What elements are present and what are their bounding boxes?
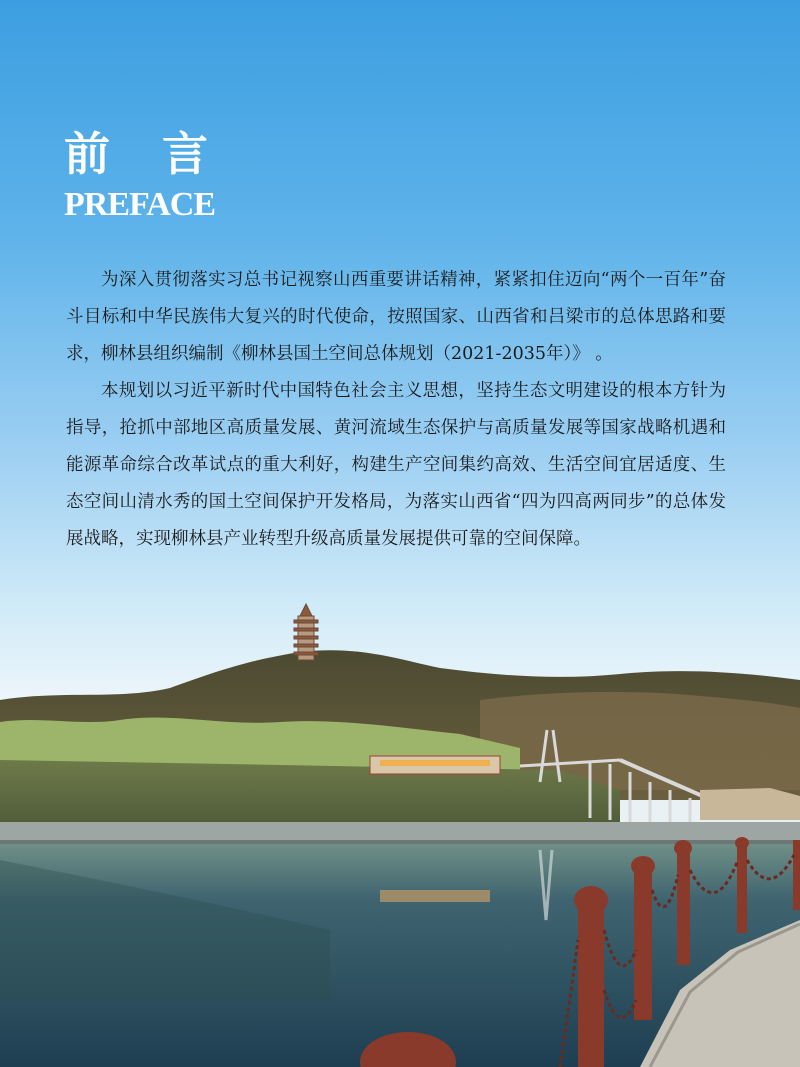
- pagoda: [294, 604, 318, 660]
- riverbank-vegetation: [0, 760, 620, 830]
- paragraph-2: 本规划以习近平新时代中国特色社会主义思想，坚持生态文明建设的根本方针为指导，抢抓中部地区高质量发展、黄河流域生态保护与高质量发展等国家战略机遇和能源革命综合改革试点的重大利好，构建生产空间集约高效、生活空间宜居适度、生态空间山清水秀的国土空间保护开发格局，为落实山西省“四为四高两同步”的总体发展战略，实现柳林县产业转型升级高质量发展提供可靠的空间保障。: [66, 381, 726, 549]
- preface-body: [66, 262, 726, 558]
- paragraph-1: 为深入贯彻落实习总书记视察山西重要讲话精神，紧紧扣住迈向“两个一百年”奋斗目标和中华民族伟大复兴的时代使命，按照国家、山西省和吕梁市的总体思路和要求，柳林县组织编制《柳林县国土空间总体规划（2021-2035年）》 。: [66, 270, 726, 364]
- page-title-chinese: 前 言: [64, 127, 227, 181]
- page-title-english: PREFACE: [64, 186, 216, 223]
